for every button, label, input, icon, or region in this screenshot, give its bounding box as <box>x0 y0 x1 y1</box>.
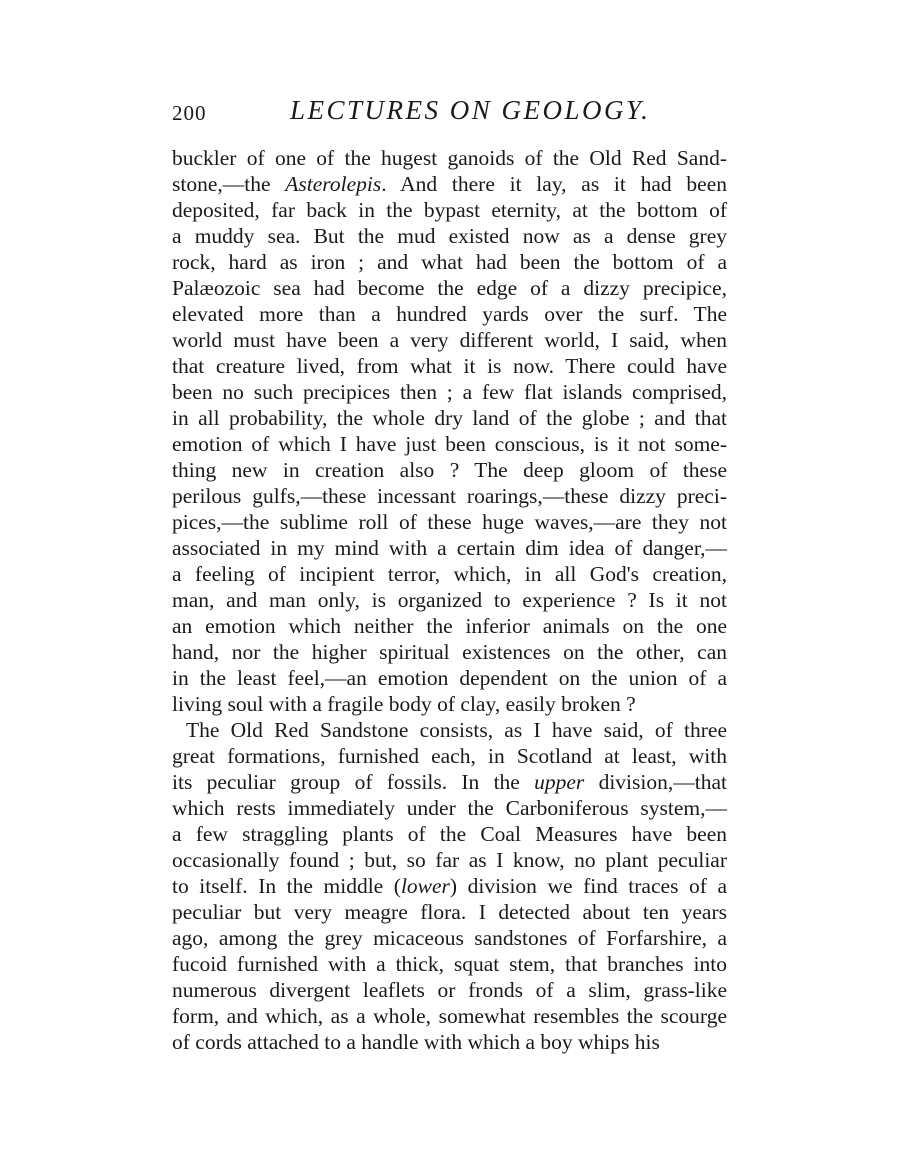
text-segment: rock, hard as iron ; and what had been the bottom of a <box>172 250 727 274</box>
text-segment: associated in my mind with a certain dim idea of danger,— <box>172 536 727 560</box>
italic-text: lower <box>400 874 450 898</box>
text-line <box>172 431 727 457</box>
text-line <box>172 769 727 795</box>
text-line <box>172 353 727 379</box>
text-segment: living soul with a fragile body of clay, easily broken ? <box>172 692 636 716</box>
text-line <box>172 613 727 639</box>
text-line <box>172 223 727 249</box>
text-line <box>172 925 727 951</box>
text-segment: peculiar but very meagre flora. I detected about ten years <box>172 900 727 924</box>
text-line <box>172 327 727 353</box>
text-segment: perilous gulfs,—these incessant roarings,—these dizzy preci- <box>172 484 727 508</box>
text-line <box>172 379 727 405</box>
text-line <box>172 457 727 483</box>
text-segment: its peculiar group of fossils. In the <box>172 770 535 794</box>
text-segment: pices,—the sublime roll of these huge waves,—are they not <box>172 510 727 534</box>
italic-text: upper <box>534 770 585 794</box>
text-segment: fucoid furnished with a thick, squat stem, that branches into <box>172 952 727 976</box>
page-number: 200 <box>172 101 207 125</box>
text-segment: world must have been a very different world, I said, when <box>172 328 727 352</box>
text-line <box>172 821 727 847</box>
text-segment: hand, nor the higher spiritual existences on the other, can <box>172 640 727 664</box>
text-line <box>172 509 727 535</box>
text-line <box>172 405 727 431</box>
text-segment: ago, among the grey micaceous sandstones of Forfarshire, a <box>172 926 727 950</box>
page-header <box>172 95 727 135</box>
text-line <box>172 639 727 665</box>
text-line <box>172 951 727 977</box>
text-segment: thing new in creation also ? The deep gloom of these <box>172 458 727 482</box>
text-segment: ) division we find traces of a <box>449 874 728 898</box>
text-segment: deposited, far back in the bypast eternity, at the bottom of <box>172 198 727 222</box>
text-segment: . And there it lay, as it had been <box>381 172 727 196</box>
text-line <box>172 561 727 587</box>
text-line <box>172 795 727 821</box>
text-line <box>172 171 727 197</box>
text-segment: which rests immediately under the Carboniferous system,— <box>172 796 727 820</box>
text-line <box>172 977 727 1003</box>
text-line <box>172 743 727 769</box>
text-segment: numerous divergent leaflets or fronds of a slim, grass-like <box>172 978 727 1002</box>
text-segment: an emotion which neither the inferior animals on the one <box>172 614 727 638</box>
text-segment: in the least feel,—an emotion dependent on the union of a <box>172 666 727 690</box>
text-segment: of cords attached to a handle with which a boy whips his <box>172 1030 660 1054</box>
text-line <box>172 899 727 925</box>
text-segment: form, and which, as a whole, somewhat resembles the scourge <box>172 1004 727 1028</box>
text-line <box>172 587 727 613</box>
text-segment: a muddy sea. But the mud existed now as a dense grey <box>172 224 727 248</box>
text-segment: that creature lived, from what it is now. There could have <box>172 354 727 378</box>
text-line <box>172 197 727 223</box>
text-segment: emotion of which I have just been conscious, is it not some- <box>172 432 727 456</box>
text-line <box>172 847 727 873</box>
text-segment: division,—that <box>584 770 727 794</box>
text-line <box>172 145 727 171</box>
text-segment: a feeling of incipient terror, which, in all God's creation, <box>172 562 727 586</box>
text-segment: occasionally found ; but, so far as I know, no plant peculiar <box>172 848 727 872</box>
text-line <box>172 665 727 691</box>
text-segment: a few straggling plants of the Coal Measures have been <box>172 822 727 846</box>
running-head: LECTURES ON GEOLOGY. <box>290 95 651 125</box>
text-segment: buckler of one of the hugest ganoids of the Old Red Sand- <box>172 146 727 170</box>
text-segment: to itself. In the middle ( <box>172 874 401 898</box>
text-line <box>172 301 727 327</box>
text-segment: great formations, furnished each, in Scotland at least, with <box>172 744 727 768</box>
text-segment: elevated more than a hundred yards over the surf. The <box>172 302 727 326</box>
text-segment: in all probability, the whole dry land of the globe ; and that <box>172 406 727 430</box>
italic-text: Asterolepis <box>285 172 382 196</box>
text-segment: man, and man only, is organized to experience ? Is it not <box>172 588 727 612</box>
text-line <box>172 483 727 509</box>
text-line <box>172 1003 727 1029</box>
text-line <box>172 873 727 899</box>
text-line <box>172 1029 727 1055</box>
text-segment: Palæozoic sea had become the edge of a dizzy precipice, <box>172 276 727 300</box>
text-line <box>172 249 727 275</box>
body-text <box>172 145 727 1055</box>
text-segment: been no such precipices then ; a few flat islands comprised, <box>172 380 727 404</box>
text-segment: The Old Red Sandstone consists, as I have said, of three <box>186 718 727 742</box>
text-line <box>172 717 727 743</box>
text-line <box>172 691 727 717</box>
text-line <box>172 275 727 301</box>
text-segment: stone,—the <box>172 172 286 196</box>
text-line <box>172 535 727 561</box>
